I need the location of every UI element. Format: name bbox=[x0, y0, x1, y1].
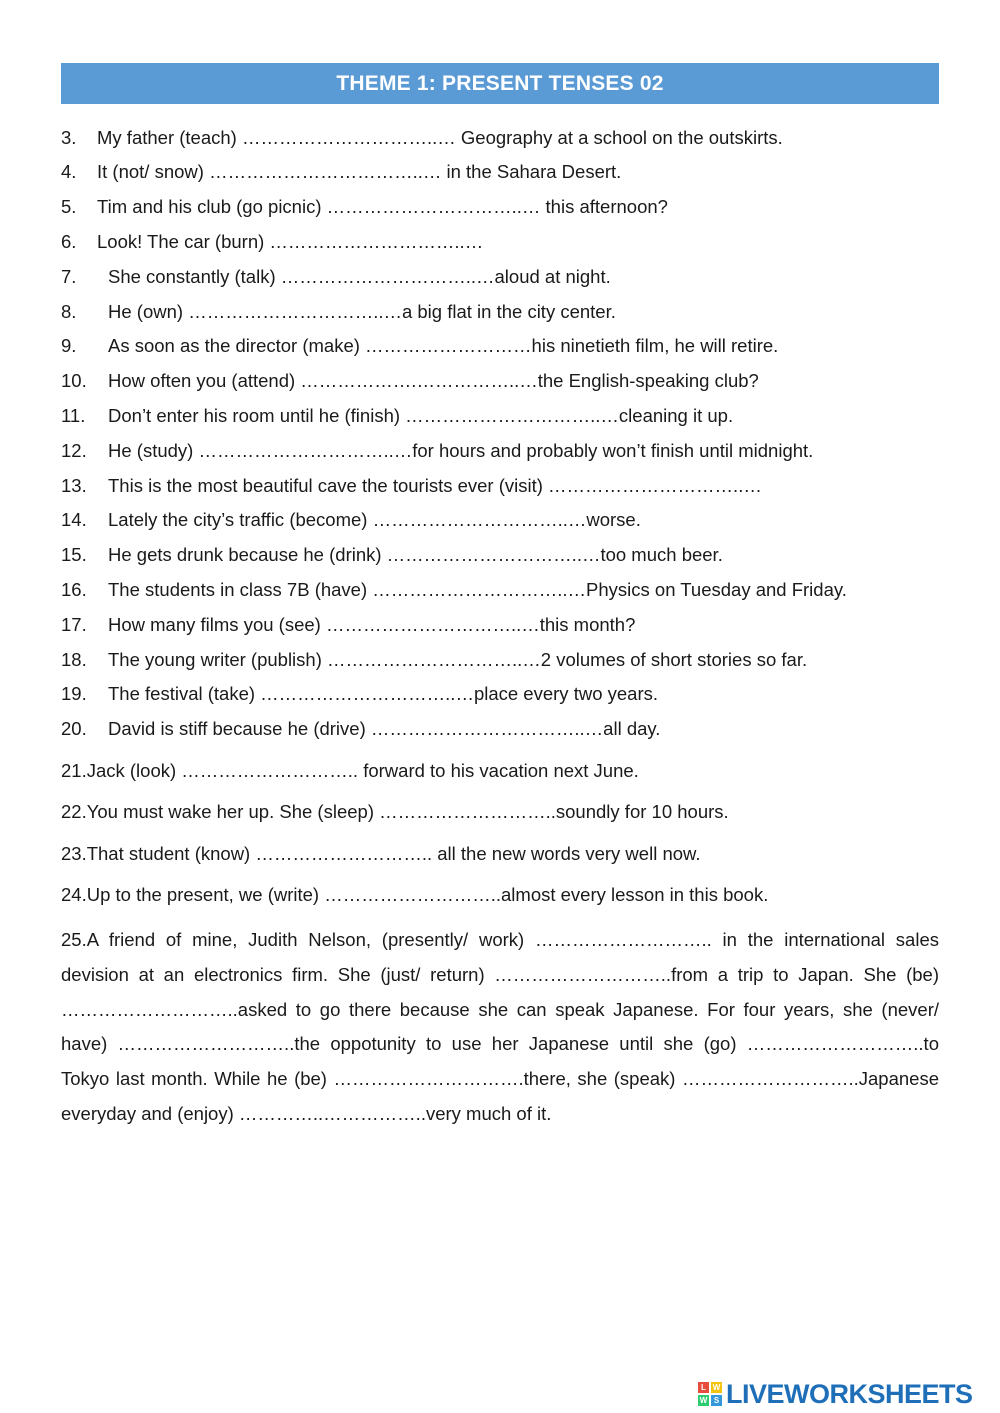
logo-tile: L bbox=[698, 1382, 709, 1393]
exercise-text: He gets drunk because he (drink) …………………………..…too much beer. bbox=[108, 544, 723, 565]
liveworksheets-logo bbox=[698, 1378, 973, 1410]
exercise-item: 21.Jack (look) ……………………….. forward to his vacation next June. bbox=[61, 760, 639, 781]
exercise-item bbox=[61, 160, 621, 184]
exercise-text: David is stiff because he (drive) ……………………………..…all day. bbox=[108, 718, 661, 739]
exercise-text: As soon as the director (make) ………………………his ninetieth film, he will retire. bbox=[108, 335, 779, 356]
exercise-text: My father (teach) …………………………..… Geography at a school on the outskirts. bbox=[97, 127, 783, 148]
exercise-number: 10. bbox=[61, 370, 87, 391]
exercise-item bbox=[61, 230, 483, 254]
exercise-text: Lately the city’s traffic (become) …………………………..…worse. bbox=[108, 509, 641, 530]
liveworksheets-logo-icon bbox=[698, 1382, 722, 1406]
logo-tile: W bbox=[712, 1383, 721, 1392]
exercise-number: 7. bbox=[61, 266, 77, 287]
exercise-number: 12. bbox=[61, 440, 87, 461]
exercise-text: Look! The car (burn) …………………………..… bbox=[97, 231, 484, 252]
exercise-number: 5. bbox=[61, 196, 77, 217]
exercise-number: 18. bbox=[61, 649, 87, 670]
exercise-item: 22.You must wake her up. She (sleep) ………………………..soundly for 10 hours. bbox=[61, 801, 729, 822]
exercise-item bbox=[61, 126, 783, 150]
logo-text: LIVEWORKSHEETS bbox=[726, 1378, 973, 1409]
exercise-item bbox=[61, 648, 807, 672]
exercise-number: 4. bbox=[61, 161, 77, 182]
exercise-text: The young writer (publish) …………………………..…2 volumes of short stories so far. bbox=[108, 649, 808, 670]
exercise-item: 23.That student (know) ……………………….. all the new words very well now. bbox=[61, 843, 701, 864]
exercise-text: She constantly (talk) …………………………..…aloud at night. bbox=[108, 266, 611, 287]
logo-tile: W bbox=[699, 1396, 708, 1405]
exercise-number: 8. bbox=[61, 301, 77, 322]
exercise-item: 24.Up to the present, we (write) ………………………..almost every lesson in this book. bbox=[61, 884, 769, 905]
exercise-text: How many films you (see) …………………………..…this month? bbox=[108, 614, 636, 635]
exercise-text: It (not/ snow) ……………………………..… in the Sahara Desert. bbox=[97, 161, 622, 182]
exercise-item bbox=[61, 334, 778, 358]
exercise-item bbox=[61, 439, 813, 463]
exercise-text: Tim and his club (go picnic) …………………………..… this afternoon? bbox=[97, 196, 668, 217]
exercise-text: How often you (attend) ……………….……………..…the English-speaking club? bbox=[108, 370, 759, 391]
exercise-text: The students in class 7B (have) …………………………..…Physics on Tuesday and Friday. bbox=[108, 579, 847, 600]
exercise-item bbox=[61, 404, 733, 428]
exercise-number: 6. bbox=[61, 231, 77, 252]
exercise-item bbox=[61, 300, 616, 324]
exercise-item bbox=[61, 195, 668, 219]
exercise-item bbox=[61, 682, 658, 706]
exercise-item bbox=[61, 543, 723, 567]
exercise-number: 14. bbox=[61, 509, 87, 530]
exercise-text: He (study) …………………………..…for hours and probably won’t finish until midnight. bbox=[108, 440, 814, 461]
exercise-item bbox=[61, 717, 660, 741]
page-title: THEME 1: PRESENT TENSES 02 bbox=[336, 71, 664, 95]
exercise-item bbox=[61, 613, 635, 637]
exercise-item bbox=[61, 369, 759, 393]
exercise-number: 17. bbox=[61, 614, 87, 635]
exercise-paragraph-25: 25.A friend of mine, Judith Nelson, (presently/ work) ……………………….. in the international sales devision at an electronics firm. She (just/ return) ………………………..from a trip to Japan. She (be) ………………………..asked to go there because she can speak Japanese. For four years, she (never/ have) ………………………..the oppotunity to use her Japanese until she (go) ………………………..to Tokyo last month. While he (be) ………………………….there, she (speak) ………………………..Japanese everyday and (enjoy) …………..……………..very much of it. bbox=[61, 929, 939, 1124]
logo-tile: S bbox=[711, 1395, 722, 1406]
page-title-banner bbox=[61, 63, 939, 104]
exercise-item bbox=[61, 265, 611, 289]
exercise-number: 3. bbox=[61, 127, 77, 148]
exercise-number: 15. bbox=[61, 544, 87, 565]
exercise-text: This is the most beautiful cave the tourists ever (visit) …………………………..… bbox=[108, 475, 762, 496]
exercise-item bbox=[61, 508, 641, 532]
exercise-number: 16. bbox=[61, 579, 87, 600]
exercise-number: 9. bbox=[61, 335, 77, 356]
exercise-text: He (own) …………………………..…a big flat in the city center. bbox=[108, 301, 616, 322]
exercise-text: Don’t enter his room until he (finish) …………………………..…cleaning it up. bbox=[108, 405, 734, 426]
exercise-text: The festival (take) …………………………..…place every two years. bbox=[108, 683, 658, 704]
exercise-item bbox=[61, 578, 847, 602]
exercise-number: 19. bbox=[61, 683, 87, 704]
exercise-number: 13. bbox=[61, 475, 87, 496]
exercise-number: 11. bbox=[61, 405, 86, 426]
exercise-item bbox=[61, 474, 762, 498]
exercise-number: 20. bbox=[61, 718, 87, 739]
